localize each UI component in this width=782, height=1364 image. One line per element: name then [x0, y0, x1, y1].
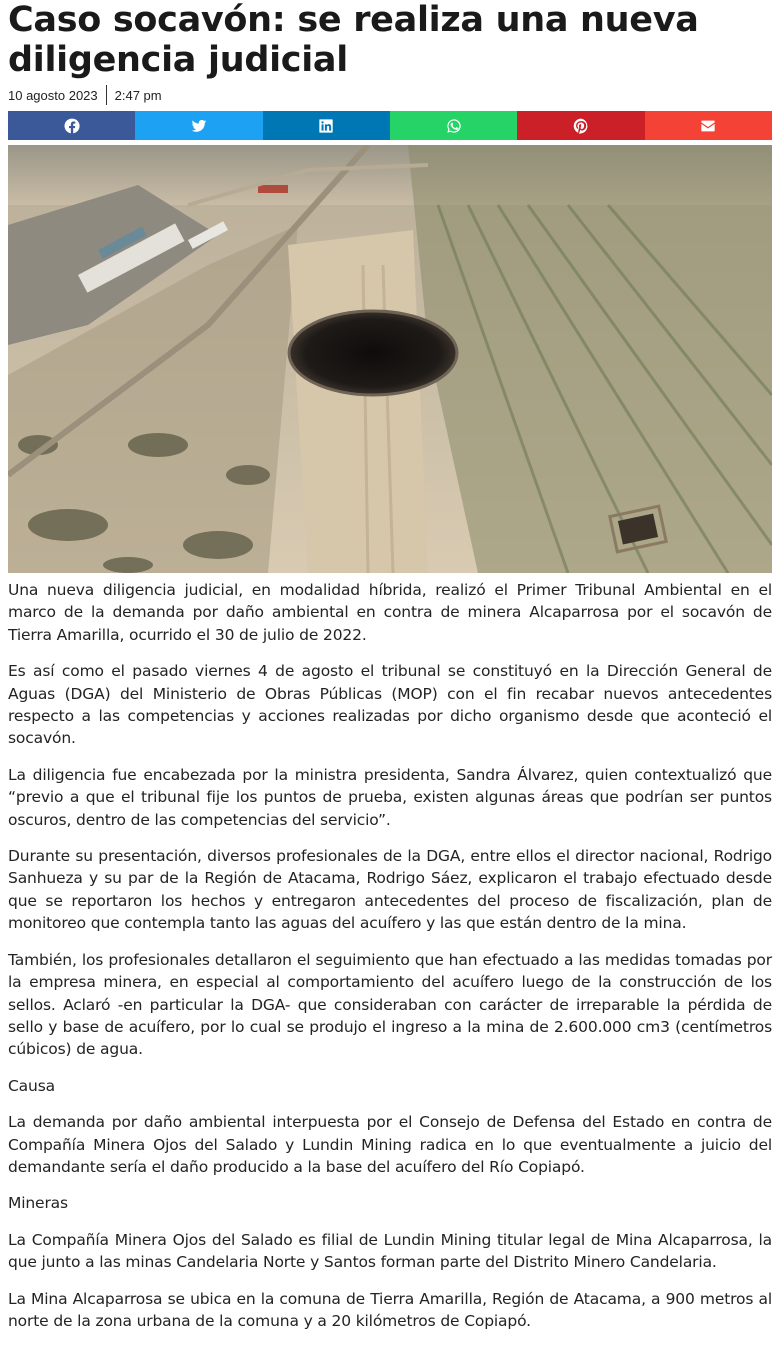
paragraph: Es así como el pasado viernes 4 de agosto el tribunal se constituyó en la Dirección General de Aguas (DGA) del Ministerio de Obras Públicas (MOP) con el fin recabar nuevos antecedentes respecto a las competencias y acciones realizadas por dicho organismo desde que aconteció el socavón. [8, 662, 772, 748]
twitter-icon [191, 118, 207, 134]
paragraph: La diligencia fue encabezada por la ministra presidenta, Sandra Álvarez, quien contextualizó que “previo a que el tribunal fije los puntos de prueba, existen algunas áreas que podrían ser puntos oscuros, dentro de las competencias del servicio”. [8, 765, 772, 829]
paragraph: Una nueva diligencia judicial, en modalidad híbrida, realizó el Primer Tribunal Ambiental en el marco de la demanda por daño ambiental en contra de minera Alcaparrosa por el socavón de Tierra Amarilla, ocurrido el 30 de julio de 2022. [8, 581, 772, 644]
paragraph: Durante su presentación, diversos profesionales de la DGA, entre ellos el director nacional, Rodrigo Sanhueza y su par de la Región de Atacama, Rodrigo Sáez, explicaron el trabajo efectuado desde que se reportaron los hechos y entregaron antecedentes del proceso de fiscalización, plan de monitoreo que contempla tanto las aguas del acuífero y las que están dentro de la mina. [8, 847, 772, 933]
email-icon [700, 118, 716, 134]
meta-divider [106, 85, 107, 105]
share-twitter-button[interactable] [135, 111, 262, 140]
paragraph: La Mina Alcaparrosa se ubica en la comuna de Tierra Amarilla, Región de Atacama, a 900 metros al norte de la zona urbana de la comuna y a 20 kilómetros de Copiapó. [8, 1289, 772, 1330]
share-linkedin-button[interactable] [263, 111, 390, 140]
article-title: Caso socavón: se realiza una nueva diligencia judicial [8, 0, 699, 80]
facebook-icon [64, 118, 80, 134]
share-whatsapp-button[interactable] [390, 111, 517, 140]
paragraph: La Compañía Minera Ojos del Salado es filial de Lundin Mining titular legal de Mina Alcaparrosa, la que junto a las minas Candelaria Norte y Santos forman parte del Distrito Minero Candelaria. [8, 1230, 772, 1272]
share-email-button[interactable] [645, 111, 772, 140]
pinterest-icon [573, 118, 589, 134]
section-heading-causa: Causa [8, 1076, 55, 1095]
share-bar [8, 111, 772, 140]
publish-time: 2:47 pm [114, 87, 162, 103]
sinkhole-aerial-photo [8, 145, 772, 573]
publish-date: 10 agosto 2023 [8, 87, 98, 103]
share-facebook-button[interactable] [8, 111, 135, 140]
paragraph: La demanda por daño ambiental interpuesta por el Consejo de Defensa del Estado en contra de Compañía Minera Ojos del Salado y Lundin Mining radica en lo que eventualmente a juicio del demandante sería el daño producido a la base del acuífero del Río Copiapó. [8, 1113, 772, 1176]
article-meta [8, 84, 772, 106]
article [8, 0, 772, 1346]
article-body [8, 579, 772, 1332]
paragraph: También, los profesionales detallaron el seguimiento que han efectuado a las medidas tomadas por la empresa minera, en especial al comportamiento del acuífero luego de la construcción de los sellos. Aclaró -en particular la DGA- que consideraban con carácter de irreparable la pérdida de sello y base de acuífero, por lo cual se produjo el ingreso a la mina de 2.600.000 cm3 (centímetros cúbicos) de agua. [8, 950, 772, 1059]
section-heading-mineras: Mineras [8, 1194, 68, 1213]
linkedin-icon [318, 118, 334, 134]
share-pinterest-button[interactable] [517, 111, 644, 140]
whatsapp-icon [446, 118, 462, 134]
